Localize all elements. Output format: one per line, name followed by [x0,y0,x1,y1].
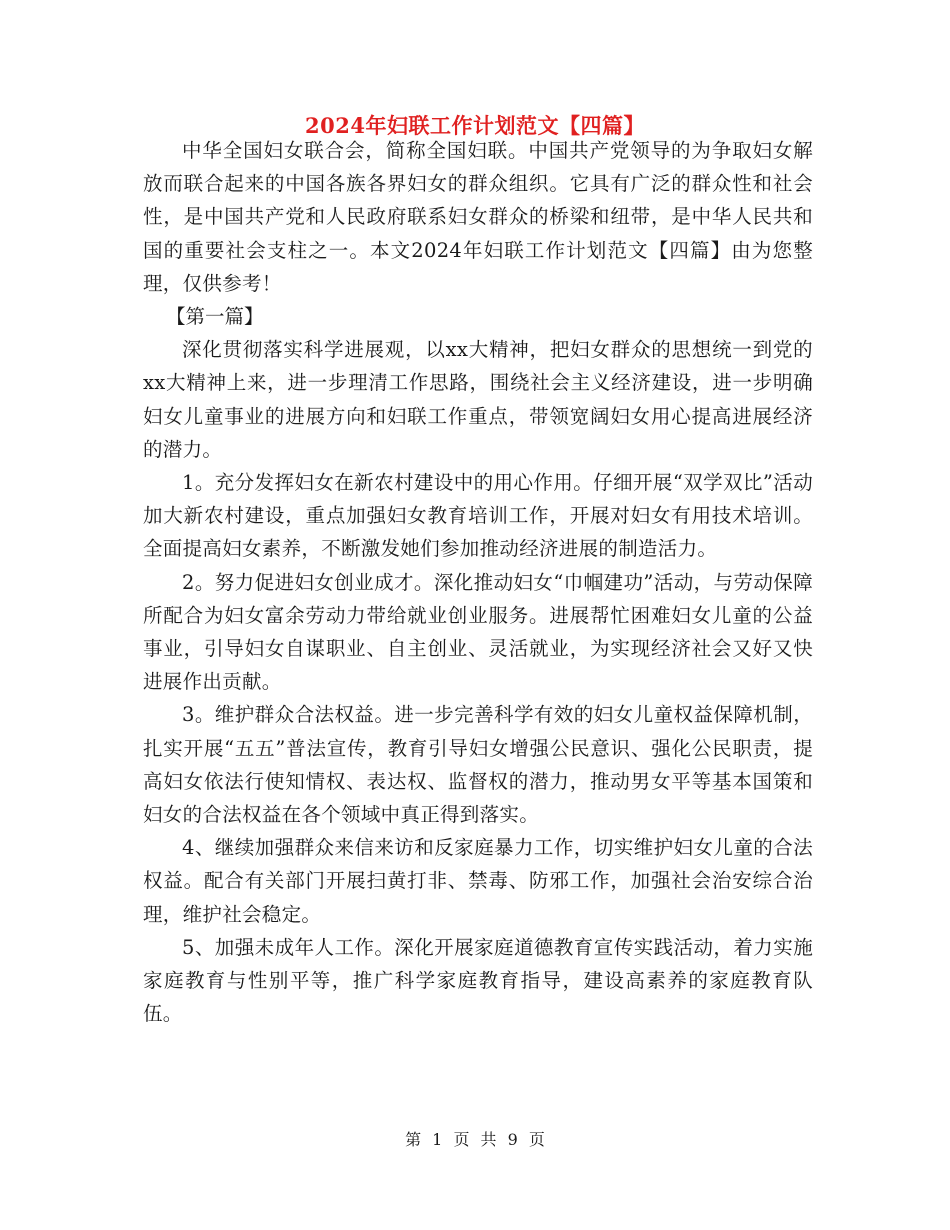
body-paragraph: 2。努力促进妇女创业成才。深化推动妇女“巾帼建功”活动，与劳动保障所配合为妇女富余劳动力带给就业创业服务。进展帮忙困难妇女儿童的公益事业，引导妇女自谋职业、自主创业、灵活就业，为实现经济社会又好又快进展作出贡献。 [143,570,813,694]
intro-paragraph: 中华全国妇女联合会，简称全国妇联。中国共产党领导的为争取妇女解放而联合起来的中国各族各界妇女的群众组织。它具有广泛的群众性和社会性，是中国共产党和人民政府联系妇女群众的桥梁和纽带，是中华人民共和国的重要社会支柱之一。本文2024年妇联工作计划范文【四篇】由为您整理，仅供参考！ [143,139,813,295]
body-paragraph: 3。维护群众合法权益。进一步完善科学有效的妇女儿童权益保障机制，扎实开展“五五”普法宣传，教育引导妇女增强公民意识、强化公民职责，提高妇女依法行使知情权、表达权、监督权的潜力，推动男女平等基本国策和妇女的合法权益在各个领域中真正得到落实。 [143,703,813,827]
page-footer: 第 1 页 共 9 页 [405,1130,545,1149]
body-paragraph: 4、继续加强群众来信来访和反家庭暴力工作，切实维护妇女儿童的合法权益。配合有关部门开展扫黄打非、禁毒、防邪工作，加强社会治安综合治理，维护社会稳定。 [143,836,813,926]
document-body [143,134,813,1030]
document-title: 2024年妇联工作计划范文【四篇】 [305,113,645,138]
body-paragraph: 1。充分发挥妇女在新农村建设中的用心作用。仔细开展“双学双比”活动加大新农村建设，重点加强妇女教育培训工作，开展对妇女有用技术培训。全面提高妇女素养，不断激发她们参加推动经济进展的制造活力。 [143,471,813,561]
body-paragraph: 5、加强未成年人工作。深化开展家庭道德教育宣传实践活动，着力实施家庭教育与性别平等，推广科学家庭教育指导，建设高素养的家庭教育队伍。 [143,935,813,1026]
body-paragraph: 深化贯彻落实科学进展观，以xx大精神，把妇女群众的思想统一到党的xx大精神上来，进一步理清工作思路，围绕社会主义经济建设，进一步明确妇女儿童事业的进展方向和妇联工作重点，带领宽阔妇女用心提高进展经济的潜力。 [143,338,813,461]
section-heading: 【第一篇】 [166,305,264,329]
